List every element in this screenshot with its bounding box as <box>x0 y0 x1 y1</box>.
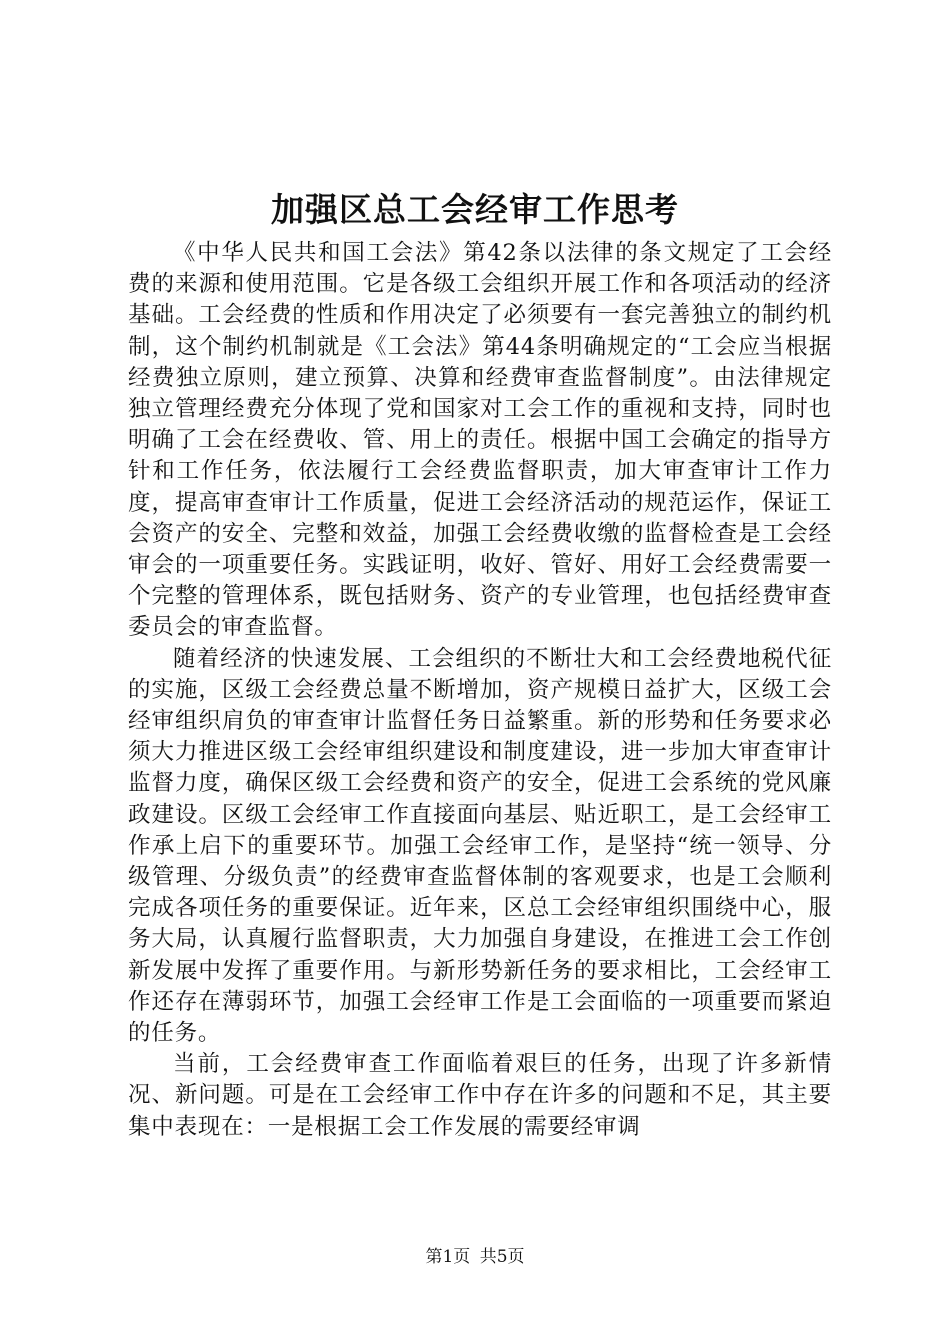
paragraph-2: 随着经济的快速发展、工会组织的不断壮大和工会经费地税代征的实施，区级工会经费总量不断增加，资产规模日益扩大，区级工会经审组织肩负的审查审计监督任务日益繁重。新的形势和任务要求必须大力推进区级工会经审组织建设和制度建设，进一步加大审查审计监督力度，确保区级工会经费和资产的安全，促进工会系统的党风廉政建设。区级工会经审工作直接面向基层、贴近职工，是工会经审工作承上启下的重要环节。加强工会经审工作，是坚持“统一领导、分级管理、分级负责”的经费审查监督体制的客观要求，也是工会顺利完成各项任务的重要保证。近年来，区总工会经审组织围绕中心，服务大局，认真履行监督职责，大力加强自身建设，在推进工会工作创新发展中发挥了重要作用。与新形势新任务的要求相比，工会经审工作还存在薄弱环节，加强工会经审工作是工会面临的一项重要而紧迫的任务。 <box>128 645 832 1047</box>
page-footer <box>0 1245 950 1269</box>
page-number: 第1页 <box>425 1247 471 1267</box>
page-total: 共5页 <box>479 1247 525 1267</box>
paragraph-3: 当前，工会经费审查工作面临着艰巨的任务，出现了许多新情况、新问题。可是在工会经审工作中存在许多的问题和不足，其主要集中表现在：一是根据工会工作发展的需要经审调 <box>128 1051 832 1140</box>
document-title: 加强区总工会经审工作思考 <box>271 190 679 229</box>
document-body <box>128 238 832 1143</box>
paragraph-1: 《中华人民共和国工会法》第42条以法律的条文规定了工会经费的来源和使用范围。它是各级工会组织开展工作和各项活动的经济基础。工会经费的性质和作用决定了必须要有一套完善独立的制约机制，这个制约机制就是《工会法》第44条明确规定的“工会应当根据经费独立原则，建立预算、决算和经费审查监督制度”。由法律规定独立管理经费充分体现了党和国家对工会工作的重视和支持，同时也明确了工会在经费收、管、用上的责任。根据中国工会确定的指导方针和工作任务，依法履行工会经费监督职责，加大审查审计工作力度，提高审查审计工作质量，促进工会经济活动的规范运作，保证工会资产的安全、完整和效益，加强工会经费收缴的监督检查是工会经审会的一项重要任务。实践证明，收好、管好、用好工会经费需要一个完整的管理体系，既包括财务、资产的专业管理，也包括经费审查委员会的审查监督。 <box>128 240 832 641</box>
